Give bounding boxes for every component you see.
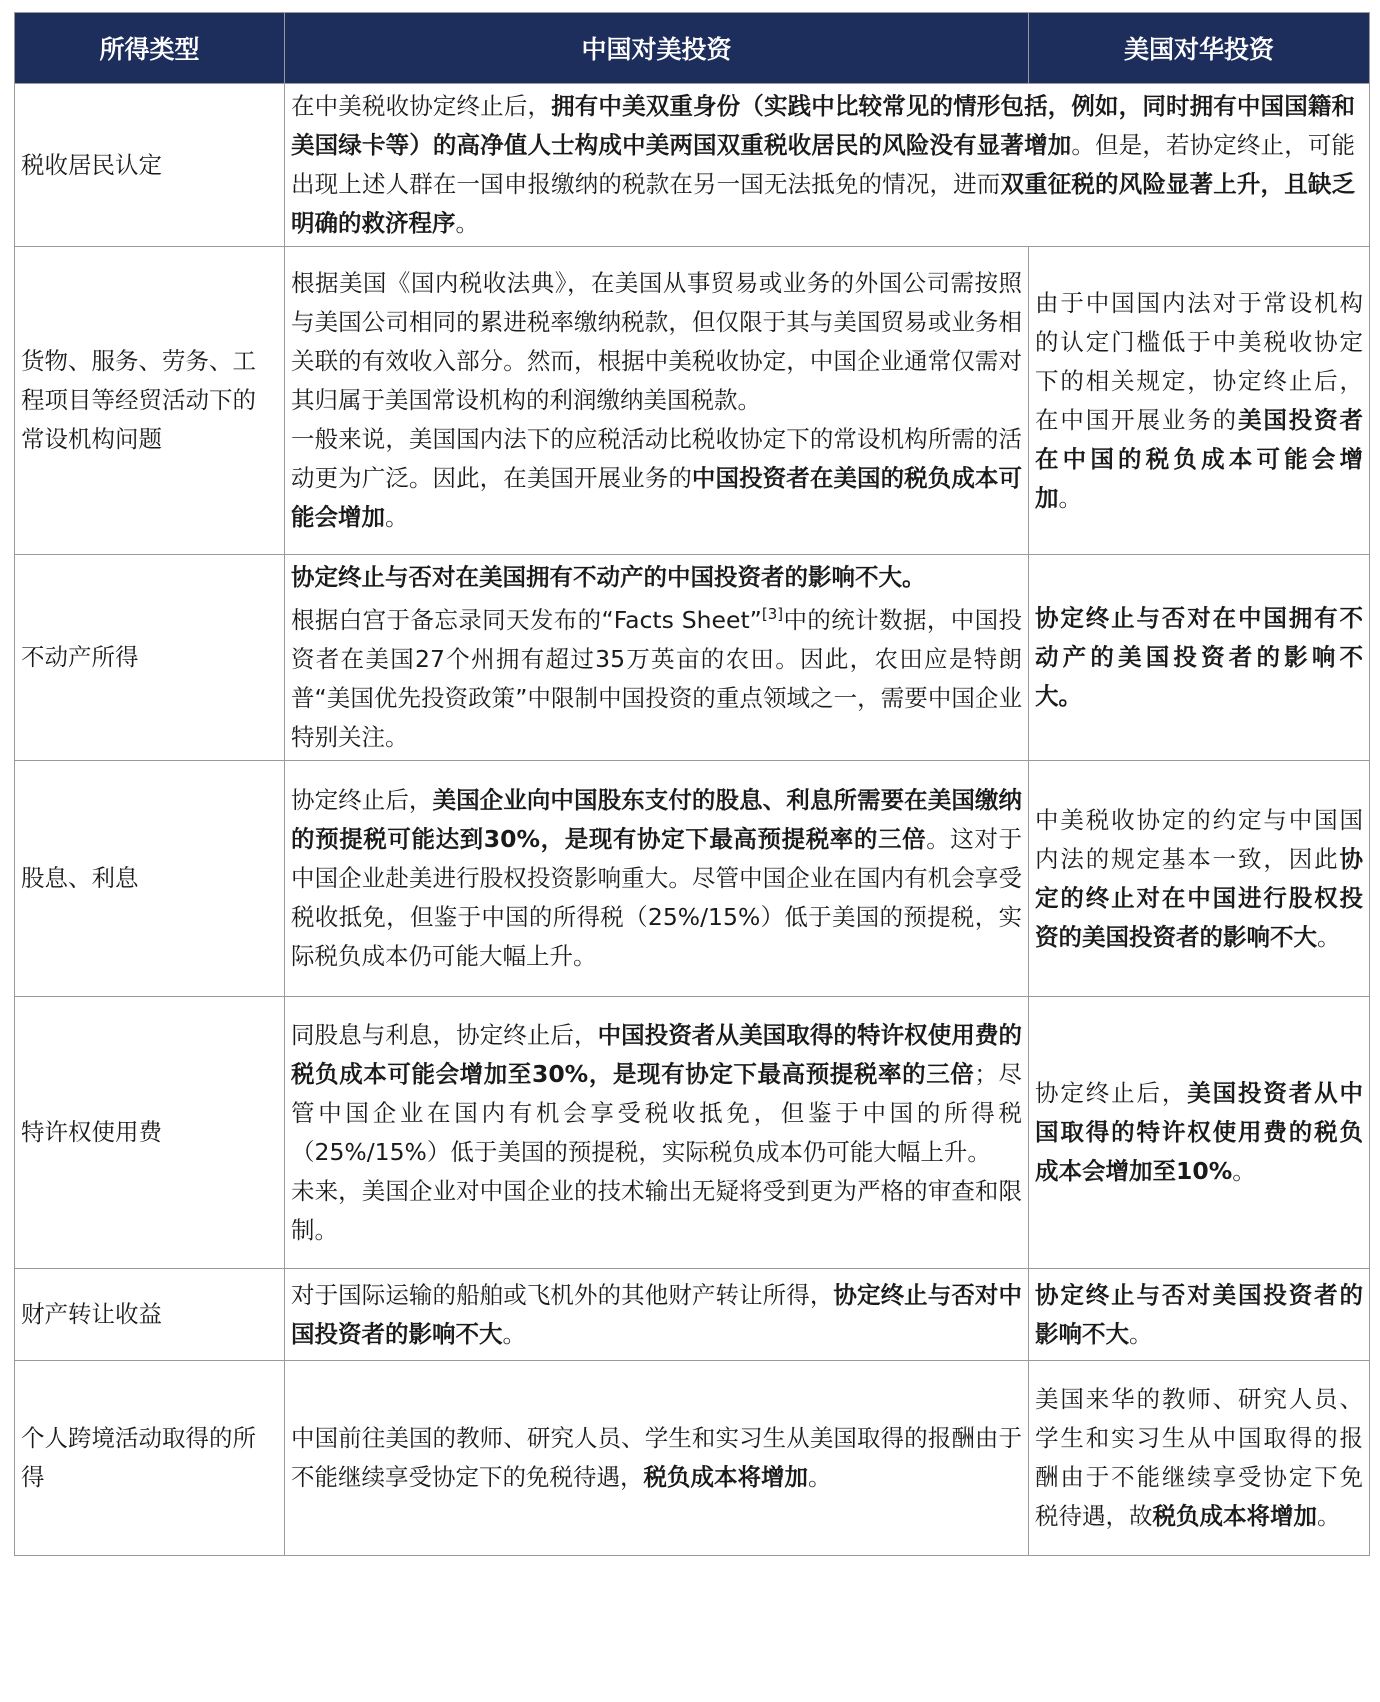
china-to-us-cell — [285, 555, 1029, 761]
text-span: 。 — [808, 1463, 832, 1491]
table-row — [15, 247, 1370, 555]
china-to-us-cell — [285, 1361, 1029, 1556]
text-span: 美国来华的教师、研究人员、学生和实习生从中国取得的报酬由于不能继续享受协定下免税待遇，故 — [1035, 1385, 1363, 1530]
header-row — [15, 13, 1370, 84]
us-to-china-cell — [1029, 555, 1370, 761]
tax-comparison-table — [14, 12, 1370, 1556]
china-to-us-cell — [285, 997, 1029, 1269]
footnote-ref: [3] — [761, 605, 784, 623]
text-span: 。 — [1129, 1319, 1153, 1348]
bold-text: 协定终止与否对在美国拥有不动产的中国投资者的影响不大。 — [291, 563, 926, 591]
text-span: 一般来说，美国国内法下的应税活动比税收协定下的常设机构所需的活动更为广泛。因此，在美国开展业务的 — [291, 425, 1022, 492]
us-to-china-cell — [1029, 247, 1370, 555]
text-span: 由于中国国内法对于常设机构的认定门槛低于中美税收协定下的相关规定，协定终止后，在中国开展业务的 — [1035, 288, 1363, 434]
china-to-us-cell — [285, 1269, 1029, 1361]
text-span: 在中美税收协定终止后， — [291, 92, 552, 120]
bold-text: 协定终止与否对美国投资者的影响不大 — [1035, 1280, 1363, 1348]
china-to-us-cell — [285, 247, 1029, 555]
paragraph — [291, 1172, 1022, 1250]
paragraph — [291, 420, 1022, 537]
bold-text: 美国企业向中国股东支付的股息、利息所需要在美国缴纳的预提税可能达到30%，是现有协定下最高预提税率的三倍 — [291, 786, 1022, 853]
text-span: 对于国际运输的船舶或飞机外的其他财产转让所得， — [291, 1280, 834, 1309]
bold-text: 中国投资者在美国的税负成本可能会增加 — [291, 464, 1023, 531]
header-china-to-us: 中国对美投资 — [285, 13, 1029, 84]
category-cell: 个人跨境活动取得的所得 — [15, 1361, 285, 1556]
text-span: 根据美国《国内税收法典》，在美国从事贸易或业务的外国公司需按照与美国公司相同的累进税率缴纳税款，但仅限于其与美国贸易或业务相关联的有效收入部分。然而，根据中美税收协定，中国企业通常仅需对其归属于美国常设机构的利润缴纳美国税款。 — [291, 269, 1022, 414]
text-span: 未来，美国企业对中国企业的技术输出无疑将受到更为严格的审查和限制。 — [291, 1176, 1022, 1244]
text-span: 协定终止后， — [291, 786, 433, 814]
text-span: 。这对于中国企业赴美进行股权投资影响重大。尽管中国企业在国内有机会享受税收抵免，但鉴于中国的所得税（25%/15%）低于美国的预提税，实际税负成本仍可能大幅上升。 — [291, 825, 1022, 970]
bold-text: 双重征税的风险显著上升，且缺乏明确的救济程序 — [291, 170, 1356, 237]
bold-text: 税负成本将增加 — [1152, 1502, 1317, 1530]
bold-text: 协定的终止对在中国进行股权投资的美国投资者的影响不大 — [1035, 844, 1363, 951]
us-to-china-cell — [1029, 1361, 1370, 1556]
table-row — [15, 997, 1370, 1269]
text-span: 中美税收协定的约定与中国国内法的规定基本一致，因此 — [1035, 805, 1363, 873]
table-row — [15, 84, 1370, 247]
header-income-type: 所得类型 — [15, 13, 285, 84]
paragraph — [291, 601, 1022, 757]
category-cell: 财产转让收益 — [15, 1269, 285, 1361]
text-span: 。 — [1058, 483, 1082, 512]
bold-text: 协定终止与否对中国投资者的影响不大 — [291, 1280, 1023, 1348]
text-span: 中国前往美国的教师、研究人员、学生和实习生从美国取得的报酬由于不能继续享受协定下的免税待遇， — [291, 1424, 1022, 1491]
bold-text: 美国投资者从中国取得的特许权使用费的税负成本会增加至10% — [1035, 1079, 1363, 1185]
table-row — [15, 761, 1370, 997]
paragraph — [291, 264, 1022, 420]
paragraph — [291, 1016, 1022, 1172]
us-to-china-cell — [1029, 997, 1370, 1269]
bold-text: 税负成本将增加 — [643, 1463, 808, 1491]
header-us-to-china: 美国对华投资 — [1029, 13, 1370, 84]
text-span: ；尽管中国企业在国内有机会享受税收抵免，但鉴于中国的所得税（25%/15%）低于美国的预提税，实际税负成本仍可能大幅上升。 — [291, 1059, 1023, 1166]
comparison-table-wrapper — [14, 12, 1370, 1556]
category-cell: 税收居民认定 — [15, 84, 285, 247]
category-cell: 股息、利息 — [15, 761, 285, 997]
category-cell: 特许权使用费 — [15, 997, 285, 1269]
text-span: 。 — [1317, 922, 1341, 951]
text-span: 。 — [1317, 1502, 1341, 1530]
category-cell: 货物、服务、劳务、工程项目等经贸活动下的常设机构问题 — [15, 247, 285, 555]
table-row — [15, 555, 1370, 761]
bold-text: 拥有中美双重身份（实践中比较常见的情形包括，例如，同时拥有中国国籍和美国绿卡等）的高净值人士构成中美两国双重税收居民的风险没有显著增加 — [291, 92, 1355, 159]
category-cell: 不动产所得 — [15, 555, 285, 761]
text-span: 。 — [455, 209, 479, 237]
text-span: 。 — [385, 503, 409, 531]
table-row — [15, 1361, 1370, 1556]
text-span: 。但是，若协定终止，可能出现上述人群在一国申报缴纳的税款在另一国无法抵免的情况，进而 — [291, 131, 1355, 198]
text-span: 。 — [502, 1319, 526, 1348]
china-to-us-cell — [285, 84, 1370, 247]
table-row — [15, 1269, 1370, 1361]
bold-text: 协定终止与否对在中国拥有不动产的美国投资者的影响不大。 — [1035, 604, 1363, 710]
text-span: 同股息与利息，协定终止后， — [291, 1020, 598, 1049]
text-span: 协定终止后， — [1035, 1079, 1188, 1107]
us-to-china-cell — [1029, 1269, 1370, 1361]
china-to-us-cell — [285, 761, 1029, 997]
paragraph — [291, 558, 1022, 597]
text-span: 根据白宫于备忘录同天发布的“Facts Sheet” — [291, 606, 762, 634]
text-span: 中的统计数据，中国投资者在美国27个州拥有超过35万英亩的农田。因此，农田应是特朗普“美国优先投资政策”中限制中国投资的重点领域之一，需要中国企业特别关注。 — [291, 606, 1023, 751]
text-span: 。 — [1232, 1157, 1256, 1185]
us-to-china-cell — [1029, 761, 1370, 997]
bold-text: 中国投资者从美国取得的特许权使用费的税负成本可能会增加至30%，是现有协定下最高预提税率的三倍 — [291, 1020, 1023, 1088]
bold-text: 美国投资者在中国的税负成本可能会增加 — [1035, 405, 1363, 512]
